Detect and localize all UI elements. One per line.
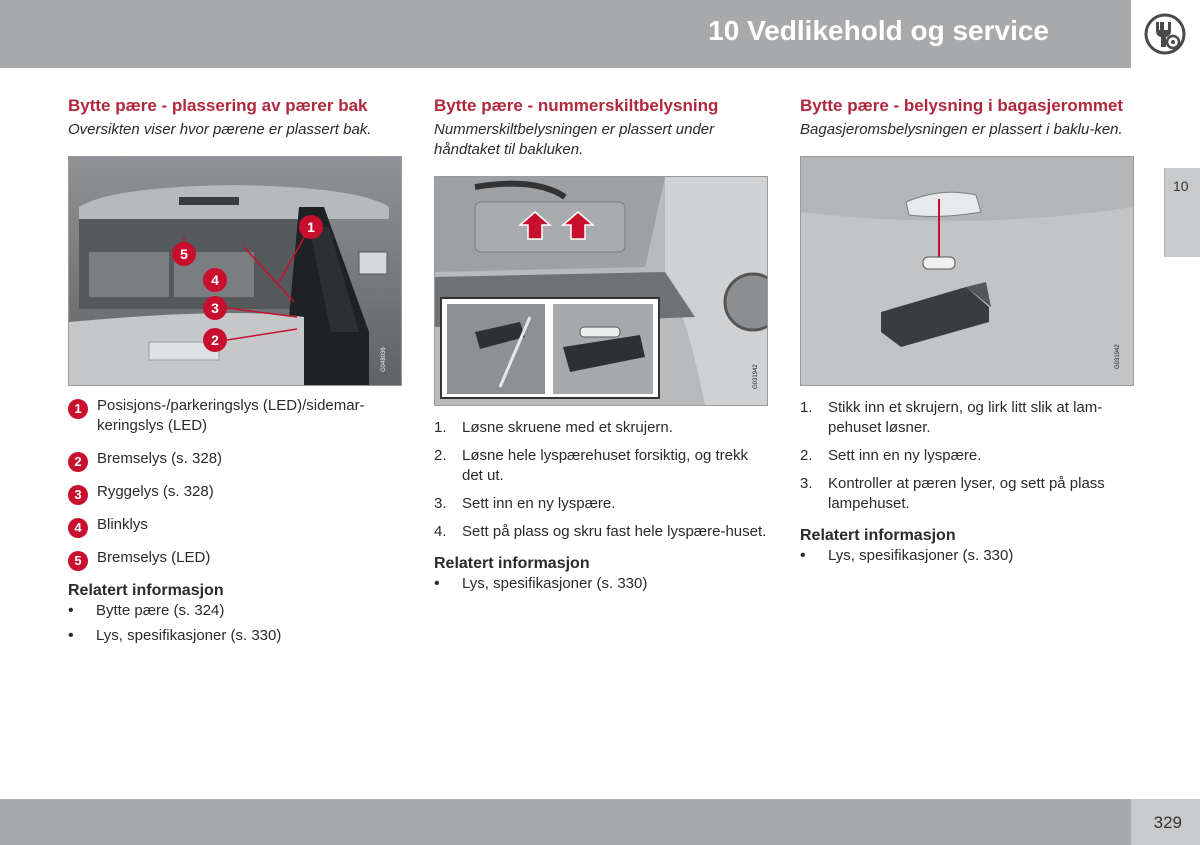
legend-item xyxy=(68,449,403,469)
section-intro: Nummerskiltbelysningen er plassert under håndtaket til bakluken. xyxy=(434,121,715,158)
related-link[interactable]: • Lys, spesifikasjoner (s. 330) xyxy=(434,574,769,594)
step-list xyxy=(800,398,1135,514)
step-item: 1. Løsne skruene med et skrujern. xyxy=(434,419,673,436)
wrench-gear-icon xyxy=(1143,12,1187,56)
figure-code: G031942 xyxy=(1115,344,1121,369)
legend-badge: 2 xyxy=(68,452,88,472)
legend-item xyxy=(68,482,403,502)
legend-text: Posisjons-/parkeringslys (LED)/sidemar-keringslys (LED) xyxy=(97,397,365,434)
related-heading: Relatert informasjon xyxy=(434,555,590,572)
section-title: Bytte pære - plassering av pærer bak xyxy=(68,96,368,115)
legend-item xyxy=(68,515,403,535)
related-heading: Relatert informasjon xyxy=(800,527,956,544)
callout-2 xyxy=(203,328,227,352)
step-item: 3. Sett inn en ny lyspære. xyxy=(434,495,616,512)
step-item: 2. Sett inn en ny lyspære. xyxy=(800,447,982,464)
svg-text:3: 3 xyxy=(211,300,219,316)
callout-1 xyxy=(299,215,323,239)
figure-code: G031942 xyxy=(753,364,759,389)
section-title: Bytte pære - nummerskiltbelysning xyxy=(434,96,719,115)
callout-4 xyxy=(203,268,227,292)
tailgate-illustration xyxy=(435,177,767,405)
related-link[interactable]: • Bytte pære (s. 324) xyxy=(68,601,403,621)
related-list xyxy=(800,546,1135,566)
header-bar xyxy=(0,0,1131,68)
svg-text:2: 2 xyxy=(211,332,219,348)
step-item: 2. Løsne hele lyspærehuset forsiktig, og trekk det ut. xyxy=(434,447,748,484)
section-rear-lamps xyxy=(68,95,403,651)
step-item: 4. Sett på plass og skru fast hele lyspære-huset. xyxy=(434,523,767,540)
cargo-light-figure xyxy=(800,156,1134,386)
svg-text:4: 4 xyxy=(211,272,219,288)
related-heading: Relatert informasjon xyxy=(68,582,224,599)
step-item: 3. Kontroller at pæren lyser, og sett på plass lampehuset. xyxy=(800,475,1105,512)
svg-text:5: 5 xyxy=(180,246,188,262)
section-license-plate-light xyxy=(434,95,769,599)
legend-text: Bremselys (LED) xyxy=(97,549,211,566)
legend-item xyxy=(68,396,403,436)
rear-lamps-figure xyxy=(68,156,402,386)
license-plate-figure xyxy=(434,176,768,406)
header-icon-box xyxy=(1131,0,1200,68)
svg-text:1: 1 xyxy=(307,219,315,235)
page-number: 329 xyxy=(1153,813,1182,832)
rear-car-illustration xyxy=(69,157,401,385)
cargo-lamp-illustration xyxy=(801,157,1133,385)
related-link[interactable]: • Lys, spesifikasjoner (s. 330) xyxy=(800,546,1135,566)
related-list xyxy=(68,601,403,646)
legend-badge: 1 xyxy=(68,399,88,419)
step-item: 1. Stikk inn et skrujern, og lirk litt slik at lam-pehuset løsner. xyxy=(800,399,1103,436)
page-number-box xyxy=(1131,799,1200,845)
legend-badge: 5 xyxy=(68,551,88,571)
section-title: Bytte pære - belysning i bagasjerommet xyxy=(800,96,1124,115)
legend-text: Bremselys (s. 328) xyxy=(97,450,223,467)
legend-badge: 4 xyxy=(68,518,88,538)
callout-5 xyxy=(172,242,196,266)
legend-item xyxy=(68,548,403,568)
section-intro: Oversikten viser hvor pærene er plassert bak. xyxy=(68,121,372,138)
chapter-title: 10 Vedlikehold og service xyxy=(708,15,1049,46)
step-list xyxy=(434,418,769,542)
chapter-tab[interactable] xyxy=(1164,168,1200,257)
footer-bar xyxy=(0,799,1131,845)
chapter-tab-number: 10 xyxy=(1173,178,1189,194)
section-intro: Bagasjeromsbelysningen er plassert i baklu-ken. xyxy=(800,121,1123,138)
callout-3 xyxy=(203,296,227,320)
legend-text: Blinklys xyxy=(97,516,148,533)
related-link[interactable]: • Lys, spesifikasjoner (s. 330) xyxy=(68,626,403,646)
legend-badge: 3 xyxy=(68,485,88,505)
section-cargo-light xyxy=(800,95,1135,571)
related-list xyxy=(434,574,769,594)
figure-code: G048036 xyxy=(381,347,387,372)
legend-list xyxy=(68,396,403,568)
legend-text: Ryggelys (s. 328) xyxy=(97,483,214,500)
